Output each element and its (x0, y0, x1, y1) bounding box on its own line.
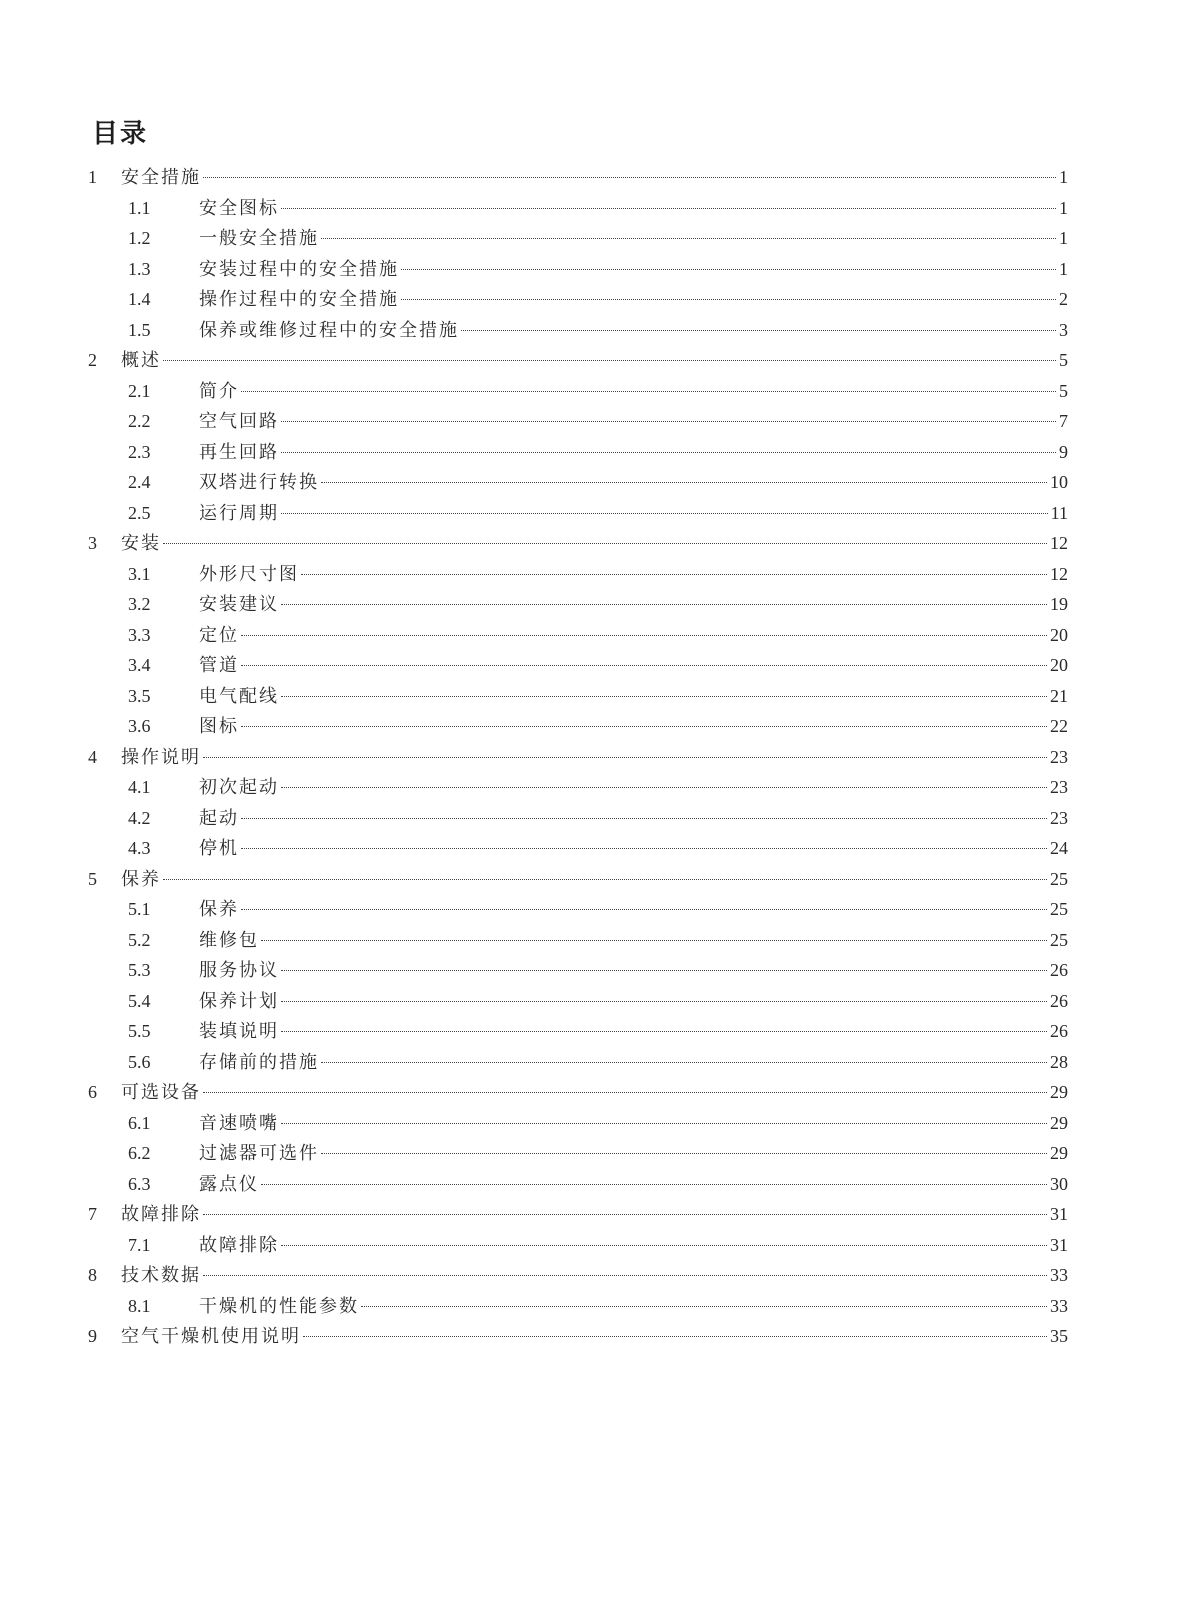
toc-entry-label: 保养 (199, 899, 239, 920)
toc-dot-leader (281, 421, 1056, 422)
toc-page-number: 20 (1050, 624, 1068, 645)
toc-entry-number: 3.6 (128, 716, 151, 736)
toc-dot-leader (281, 513, 1048, 514)
toc-page-number: 28 (1050, 1051, 1068, 1072)
toc-entry-number: 9 (88, 1326, 97, 1346)
toc-dot-leader (261, 940, 1047, 941)
toc-dot-leader (203, 177, 1056, 178)
toc-entry-number: 5.3 (128, 960, 151, 980)
toc-entry-label: 初次起动 (199, 777, 279, 798)
toc-entry-label: 维修包 (199, 929, 259, 951)
toc-section-entry[interactable] (88, 498, 1068, 529)
toc-entry-number: 3 (88, 533, 97, 553)
toc-entry-number: 2.5 (128, 502, 151, 523)
toc-page-number: 5 (1059, 350, 1068, 370)
toc-entry-number: 6.3 (128, 1173, 151, 1194)
toc-entry-label: 双塔进行转换 (199, 472, 319, 493)
toc-entry-number: 7.1 (128, 1234, 151, 1255)
toc-page-number: 5 (1059, 380, 1068, 401)
toc-entry-label: 技术数据 (121, 1265, 201, 1286)
toc-chapter-entry[interactable] (88, 345, 1068, 376)
toc-chapter-entry[interactable] (88, 864, 1068, 895)
toc-entry-number: 1.3 (128, 258, 151, 279)
toc-entry-label: 存储前的措施 (199, 1051, 319, 1073)
toc-entry-number: 5.4 (128, 990, 151, 1011)
toc-chapter-entry[interactable] (88, 1077, 1068, 1108)
toc-page-number: 23 (1050, 807, 1068, 828)
toc-entry-label: 电气配线 (199, 685, 279, 707)
toc-page-number: 19 (1050, 594, 1068, 614)
toc-dot-leader (203, 1214, 1047, 1215)
toc-entry-number: 4.2 (128, 807, 151, 828)
toc-entry-label: 停机 (199, 838, 239, 859)
toc-entry-number: 3.4 (128, 655, 151, 675)
toc-entry-label: 概述 (121, 350, 161, 371)
toc-section-entry[interactable] (88, 1047, 1068, 1078)
toc-section-entry[interactable] (88, 620, 1068, 651)
toc-section-entry[interactable] (88, 1108, 1068, 1139)
toc-page-number: 2 (1059, 289, 1068, 309)
toc-entry-label: 空气回路 (199, 411, 279, 432)
toc-section-entry[interactable] (88, 1138, 1068, 1169)
toc-page-number: 31 (1050, 1234, 1068, 1255)
toc-entry-number: 1.4 (128, 289, 151, 309)
toc-dot-leader (281, 1031, 1047, 1032)
toc-dot-leader (281, 1123, 1047, 1124)
toc-entry-label: 安全措施 (121, 167, 201, 188)
toc-section-entry[interactable] (88, 223, 1068, 254)
toc-page-number: 12 (1050, 563, 1068, 584)
toc-entry-label: 再生回路 (199, 441, 279, 463)
toc-entry-number: 8.1 (128, 1295, 151, 1316)
toc-section-entry[interactable] (88, 1291, 1068, 1322)
toc-entry-number: 1.2 (128, 228, 151, 248)
toc-entry-label: 定位 (199, 624, 239, 646)
toc-page-number: 20 (1050, 655, 1068, 675)
toc-entry-label: 外形尺寸图 (199, 563, 299, 585)
toc-entry-label: 起动 (199, 807, 239, 829)
toc-chapter-entry[interactable] (88, 528, 1068, 559)
toc-entry-number: 2 (88, 350, 97, 370)
toc-page-number: 22 (1050, 716, 1068, 736)
toc-entry-label: 管道 (199, 655, 239, 676)
toc-dot-leader (203, 1275, 1047, 1276)
toc-dot-leader (321, 1153, 1047, 1154)
toc-dot-leader (241, 909, 1047, 910)
toc-list (88, 162, 1068, 1352)
toc-entry-number: 4 (88, 746, 97, 767)
toc-entry-number: 2.3 (128, 441, 151, 462)
toc-entry-number: 3.1 (128, 563, 151, 584)
toc-section-entry[interactable] (88, 894, 1068, 925)
toc-section-entry[interactable] (88, 833, 1068, 864)
toc-entry-number: 1.1 (128, 197, 151, 218)
toc-page-number: 1 (1059, 258, 1068, 279)
toc-dot-leader (281, 787, 1047, 788)
toc-entry-label: 保养计划 (199, 990, 279, 1012)
toc-entry-label: 故障排除 (199, 1234, 279, 1256)
toc-dot-leader (281, 208, 1056, 209)
toc-dot-leader (261, 1184, 1047, 1185)
toc-section-entry[interactable] (88, 772, 1068, 803)
toc-entry-label: 安装过程中的安全措施 (199, 258, 399, 280)
toc-entry-number: 2.4 (128, 472, 151, 492)
toc-dot-leader (321, 482, 1047, 483)
toc-page-number: 29 (1050, 1143, 1068, 1163)
toc-dot-leader (241, 391, 1056, 392)
toc-dot-leader (281, 1001, 1047, 1002)
toc-page-number: 25 (1050, 899, 1068, 919)
toc-page-number: 12 (1050, 533, 1068, 553)
toc-page-number: 21 (1050, 685, 1068, 706)
toc-entry-number: 6.1 (128, 1112, 151, 1133)
toc-page-number: 1 (1059, 197, 1068, 218)
toc-section-entry[interactable] (88, 925, 1068, 956)
toc-page-number: 7 (1059, 411, 1068, 431)
toc-chapter-entry[interactable] (88, 742, 1068, 773)
toc-entry-number: 5.5 (128, 1021, 151, 1041)
toc-entry-number: 2.2 (128, 411, 151, 431)
toc-page-number: 29 (1050, 1082, 1068, 1102)
toc-section-entry[interactable] (88, 681, 1068, 712)
toc-entry-number: 5 (88, 868, 97, 889)
toc-chapter-entry[interactable] (88, 1199, 1068, 1230)
toc-chapter-entry[interactable] (88, 1321, 1068, 1352)
toc-entry-label: 干燥机的性能参数 (199, 1295, 359, 1317)
toc-page-number: 35 (1050, 1326, 1068, 1346)
toc-page-number: 31 (1050, 1204, 1068, 1224)
toc-section-entry[interactable] (88, 1016, 1068, 1047)
toc-page-number: 1 (1059, 167, 1068, 187)
toc-page-number: 11 (1050, 502, 1068, 523)
toc-page-number: 30 (1050, 1173, 1068, 1194)
toc-entry-label: 操作说明 (121, 746, 201, 768)
toc-dot-leader (321, 1062, 1047, 1063)
toc-entry-label: 图标 (199, 716, 239, 737)
toc-entry-label: 保养 (121, 868, 161, 890)
toc-page-number: 26 (1050, 1021, 1068, 1041)
toc-dot-leader (163, 360, 1056, 361)
toc-dot-leader (163, 543, 1047, 544)
toc-page-number: 26 (1050, 960, 1068, 980)
toc-page-number: 23 (1050, 777, 1068, 797)
toc-section-entry[interactable] (88, 406, 1068, 437)
toc-dot-leader (203, 757, 1047, 758)
toc-entry-number: 6 (88, 1082, 97, 1102)
toc-entry-label: 露点仪 (199, 1173, 259, 1195)
toc-dot-leader (401, 269, 1056, 270)
toc-page-number: 33 (1050, 1295, 1068, 1316)
toc-section-entry[interactable] (88, 1169, 1068, 1200)
toc-dot-leader (321, 238, 1056, 239)
toc-dot-leader (281, 696, 1047, 697)
toc-page-number: 9 (1059, 441, 1068, 462)
toc-entry-label: 安装建议 (199, 594, 279, 615)
toc-section-entry[interactable] (88, 315, 1068, 346)
toc-entry-number: 8 (88, 1265, 97, 1285)
toc-section-entry[interactable] (88, 589, 1068, 620)
toc-dot-leader (281, 452, 1056, 453)
toc-dot-leader (361, 1306, 1047, 1307)
toc-entry-label: 故障排除 (121, 1204, 201, 1225)
toc-dot-leader (301, 574, 1047, 575)
toc-entry-number: 5.1 (128, 899, 151, 919)
toc-dot-leader (281, 604, 1047, 605)
toc-entry-label: 一般安全措施 (199, 228, 319, 249)
toc-section-entry[interactable] (88, 711, 1068, 742)
toc-entry-number: 1.5 (128, 319, 151, 340)
toc-section-entry[interactable] (88, 955, 1068, 986)
toc-title: 目录 (92, 119, 149, 149)
toc-dot-leader (163, 879, 1047, 880)
toc-entry-number: 7 (88, 1204, 97, 1224)
toc-section-entry[interactable] (88, 437, 1068, 468)
toc-entry-label: 装填说明 (199, 1021, 279, 1042)
toc-page-number: 29 (1050, 1112, 1068, 1133)
toc-dot-leader (461, 330, 1056, 331)
toc-section-entry[interactable] (88, 559, 1068, 590)
toc-entry-label: 运行周期 (199, 502, 279, 524)
toc-section-entry[interactable] (88, 467, 1068, 498)
toc-section-entry[interactable] (88, 284, 1068, 315)
toc-entry-label: 可选设备 (121, 1082, 201, 1103)
toc-section-entry[interactable] (88, 254, 1068, 285)
toc-page-number: 25 (1050, 929, 1068, 950)
toc-dot-leader (241, 726, 1047, 727)
toc-dot-leader (241, 818, 1047, 819)
toc-entry-label: 安全图标 (199, 197, 279, 219)
toc-entry-label: 空气干燥机使用说明 (121, 1326, 301, 1347)
toc-page-number: 25 (1050, 868, 1068, 889)
toc-entry-number: 3.3 (128, 624, 151, 645)
toc-dot-leader (241, 635, 1047, 636)
toc-section-entry[interactable] (88, 193, 1068, 224)
toc-entry-number: 4.1 (128, 777, 151, 797)
toc-dot-leader (401, 299, 1056, 300)
toc-page-number: 33 (1050, 1265, 1068, 1285)
toc-page-number: 24 (1050, 838, 1068, 858)
toc-section-entry[interactable] (88, 986, 1068, 1017)
toc-entry-number: 3.5 (128, 685, 151, 706)
toc-entry-label: 简介 (199, 380, 239, 402)
toc-dot-leader (241, 848, 1047, 849)
toc-page-number: 10 (1050, 472, 1068, 492)
toc-section-entry[interactable] (88, 650, 1068, 681)
toc-dot-leader (203, 1092, 1047, 1093)
toc-entry-label: 操作过程中的安全措施 (199, 289, 399, 310)
toc-dot-leader (281, 1245, 1047, 1246)
toc-entry-number: 6.2 (128, 1143, 151, 1163)
toc-page-number: 23 (1050, 746, 1068, 767)
toc-section-entry[interactable] (88, 803, 1068, 834)
toc-entry-label: 过滤器可选件 (199, 1143, 319, 1164)
toc-entry-number: 1 (88, 167, 97, 187)
toc-page-number: 3 (1059, 319, 1068, 340)
toc-page-number: 1 (1059, 228, 1068, 248)
toc-entry-label: 服务协议 (199, 960, 279, 981)
toc-dot-leader (281, 970, 1047, 971)
toc-entry-number: 5.6 (128, 1051, 151, 1072)
toc-entry-number: 3.2 (128, 594, 151, 614)
toc-page-number: 26 (1050, 990, 1068, 1011)
toc-entry-number: 5.2 (128, 929, 151, 950)
toc-section-entry[interactable] (88, 376, 1068, 407)
toc-entry-number: 2.1 (128, 380, 151, 401)
toc-dot-leader (303, 1336, 1047, 1337)
toc-chapter-entry[interactable] (88, 1260, 1068, 1291)
toc-chapter-entry[interactable] (88, 162, 1068, 193)
toc-section-entry[interactable] (88, 1230, 1068, 1261)
toc-entry-label: 保养或维修过程中的安全措施 (199, 319, 459, 341)
toc-entry-number: 4.3 (128, 838, 151, 858)
toc-entry-label: 音速喷嘴 (199, 1112, 279, 1134)
toc-entry-label: 安装 (121, 533, 161, 554)
toc-dot-leader (241, 665, 1047, 666)
